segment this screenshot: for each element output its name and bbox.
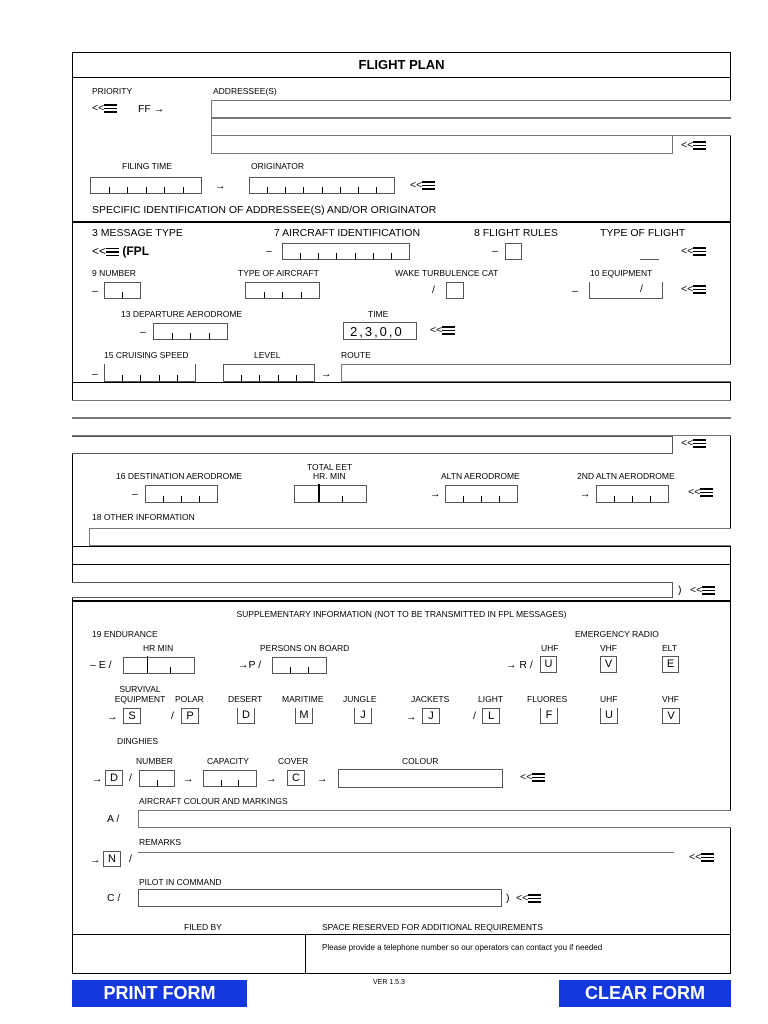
arrow: →	[90, 854, 101, 866]
close-paren: )	[678, 584, 682, 596]
equals-icon	[422, 179, 435, 192]
divider	[72, 600, 731, 602]
dash: –	[266, 245, 272, 257]
colour-label: COLOUR	[402, 756, 439, 766]
speed-label: 15 CRUISING SPEED	[104, 350, 189, 360]
maritime-cell[interactable]: M	[295, 708, 313, 724]
dash: –	[92, 368, 98, 380]
divider	[305, 934, 306, 974]
slash: /	[473, 710, 476, 722]
originator-label: ORIGINATOR	[251, 161, 305, 171]
fluores-cell[interactable]: F	[540, 708, 558, 724]
space-reserved-label: SPACE RESERVED FOR ADDITIONAL REQUIREMENTS	[322, 922, 543, 932]
hrmin-label: HR MIN	[143, 643, 174, 653]
slash: /	[640, 283, 643, 295]
arrow: →	[266, 773, 277, 785]
destination-input[interactable]	[145, 485, 218, 503]
light-cell[interactable]: L	[482, 708, 500, 724]
other-info-field-1[interactable]	[89, 528, 731, 546]
end-marker: <<	[688, 486, 713, 499]
equipment-input[interactable]	[589, 282, 663, 299]
dash: –	[492, 245, 498, 257]
equals-icon	[528, 892, 541, 905]
arrow: →	[107, 711, 118, 723]
dash: –	[140, 326, 146, 338]
equals-icon	[106, 246, 119, 259]
filing-time-label: FILING TIME	[122, 161, 172, 171]
persons-input[interactable]	[272, 657, 327, 674]
route-field-4[interactable]	[72, 436, 673, 454]
capacity-label: CAPACITY	[207, 756, 249, 766]
equals-icon	[693, 437, 706, 450]
number-label: 9 NUMBER	[92, 268, 136, 278]
level-input[interactable]	[223, 364, 315, 382]
close-paren: )	[506, 892, 510, 904]
altn-label: ALTN AERODROME	[441, 471, 520, 481]
divider	[72, 77, 731, 78]
emergency-label: EMERGENCY RADIO	[575, 629, 659, 639]
vhf2-cell[interactable]: V	[662, 708, 680, 724]
supp-title: SUPPLEMENTARY INFORMATION (NOT TO BE TRANSMITTED IN FPL MESSAGES)	[236, 609, 567, 619]
jackets-label: JACKETS	[411, 694, 450, 704]
altn2-label: 2ND ALTN AERODROME	[577, 471, 675, 481]
divider	[72, 382, 731, 383]
endurance-input[interactable]	[123, 657, 195, 674]
jackets-cell[interactable]: J	[422, 708, 440, 724]
number-input[interactable]	[104, 282, 141, 299]
wake-input[interactable]	[446, 282, 464, 299]
end-marker: <<	[516, 892, 541, 905]
equals-icon	[693, 283, 706, 296]
end-marker: <<	[689, 851, 714, 864]
altn-input[interactable]	[445, 485, 518, 503]
route-label: ROUTE	[341, 350, 371, 360]
equals-icon	[693, 139, 706, 152]
priority-label: PRIORITY	[92, 86, 133, 96]
c-prefix: C /	[107, 892, 121, 904]
arrow: →	[317, 773, 328, 785]
destination-label: 16 DESTINATION AERODROME	[116, 471, 242, 481]
remarks-input[interactable]	[138, 851, 674, 853]
vhf2-label: VHF	[662, 694, 679, 704]
priority-value: FF →	[138, 103, 165, 115]
other-info-label: 18 OTHER INFORMATION	[92, 512, 195, 522]
message-type-label: 3 MESSAGE TYPE	[92, 227, 183, 239]
jungle-label: JUNGLE	[343, 694, 377, 704]
dinghy-number-input[interactable]	[139, 770, 175, 787]
cover-cell[interactable]: C	[287, 770, 305, 786]
addressee-field-1[interactable]	[211, 100, 731, 118]
specific-id-label: SPECIFIC IDENTIFICATION OF ADDRESSEE(S) AND/OR ORIGINATOR	[92, 204, 437, 216]
equals-icon	[693, 245, 706, 258]
remarks-n-cell[interactable]: N	[103, 851, 121, 867]
arrow: →	[580, 488, 591, 500]
acm-label: AIRCRAFT COLOUR AND MARKINGS	[139, 796, 288, 806]
a-prefix: A /	[107, 813, 120, 825]
slash: /	[129, 772, 132, 784]
colour-input[interactable]	[338, 769, 503, 788]
addressee-field-3[interactable]	[211, 136, 673, 154]
survival-cell[interactable]: S	[123, 708, 141, 724]
uhf2-label: UHF	[600, 694, 618, 704]
divider	[72, 564, 731, 565]
slash: /	[171, 710, 174, 722]
arrow: →	[406, 711, 417, 723]
departure-label: 13 DEPARTURE AERODROME	[121, 309, 243, 319]
dinghies-label: DINGHIES	[117, 736, 159, 746]
equipment-label: 10 EQUIPMENT	[590, 268, 653, 278]
uhf-label: UHF	[541, 643, 559, 653]
slash: /	[432, 284, 435, 296]
capacity-input[interactable]	[203, 770, 257, 787]
equals-icon	[532, 771, 545, 784]
type-aircraft-input[interactable]	[245, 282, 320, 299]
type-aircraft-label: TYPE OF AIRCRAFT	[238, 268, 319, 278]
type-of-flight-label: TYPE OF FLIGHT	[600, 227, 686, 239]
print-form-button[interactable]: PRINT FORM	[72, 980, 247, 1007]
end-marker: <<	[681, 283, 706, 296]
end-marker: <<	[681, 139, 706, 152]
uhf-cell[interactable]: U	[540, 656, 557, 673]
altn2-input[interactable]	[596, 485, 669, 503]
elt-cell[interactable]: E	[662, 656, 679, 673]
level-label: LEVEL	[254, 350, 281, 360]
endurance-label: 19 ENDURANCE	[92, 629, 158, 639]
eet-label: TOTAL EET	[307, 462, 353, 472]
addressee-label: ADDRESSEE(S)	[213, 86, 277, 96]
pic-input[interactable]	[138, 889, 502, 907]
filed-by-input[interactable]	[72, 935, 305, 974]
polar-label: POLAR	[175, 694, 204, 704]
dash: –	[92, 285, 98, 297]
route-field-1[interactable]	[341, 364, 731, 382]
filed-by-label: FILED BY	[184, 922, 222, 932]
dinghies-cell[interactable]: D	[105, 770, 123, 786]
message-type: << (FPL	[92, 244, 150, 258]
other-info-field-2[interactable]	[72, 582, 673, 598]
end-marker: <<	[690, 584, 715, 597]
maritime-label: MARITIME	[282, 694, 324, 704]
divider	[72, 221, 731, 223]
equals-icon	[700, 486, 713, 499]
desert-cell[interactable]: D	[237, 708, 255, 724]
aircraft-id-input[interactable]	[282, 243, 410, 260]
version-label: VER 1.5.3	[373, 979, 405, 986]
polar-cell[interactable]: P	[181, 708, 199, 724]
fluores-label: FLUORES	[527, 694, 568, 704]
end-marker: <<	[681, 437, 706, 450]
speed-input[interactable]	[104, 364, 196, 382]
jungle-cell[interactable]: J	[354, 708, 372, 724]
priority-prefix: <<	[92, 102, 117, 115]
light-label: LIGHT	[478, 694, 504, 704]
time-label: TIME	[368, 309, 389, 319]
remarks-label: REMARKS	[139, 837, 182, 847]
arrow: →	[430, 488, 441, 500]
slash: /	[129, 853, 132, 865]
cover-label: COVER	[278, 756, 309, 766]
desert-label: DESERT	[228, 694, 263, 704]
dash: –	[572, 285, 578, 297]
elt-label: ELT	[662, 643, 677, 653]
dinghy-number-label: NUMBER	[136, 756, 173, 766]
equals-icon	[104, 102, 117, 115]
equals-icon	[442, 324, 455, 337]
e-prefix: – E /	[90, 659, 112, 671]
r-prefix: → R /	[506, 659, 533, 671]
vhf-cell[interactable]: V	[600, 656, 617, 673]
divider	[72, 546, 731, 547]
clear-form-button[interactable]: CLEAR FORM	[559, 980, 731, 1007]
route-field-2[interactable]	[72, 400, 731, 418]
arrow: →	[183, 773, 194, 785]
pic-label: PILOT IN COMMAND	[139, 877, 222, 887]
end-marker: <<	[681, 245, 706, 258]
aircraft-id-label: 7 AIRCRAFT IDENTIFICATION	[274, 227, 421, 239]
phone-note: Please provide a telephone number so our operators can contact you if needed	[322, 943, 603, 952]
flight-rules-label: 8 FLIGHT RULES	[474, 227, 558, 239]
p-prefix: →P /	[238, 659, 262, 671]
arrow: →	[321, 368, 332, 380]
end-marker: <<	[430, 324, 455, 337]
arrow: →	[215, 180, 226, 192]
arrow: →	[92, 773, 103, 785]
originator-input[interactable]	[249, 177, 395, 194]
type-of-flight-input[interactable]	[640, 243, 659, 260]
acm-input[interactable]	[138, 810, 731, 828]
time-input[interactable]: 2,3,0,0	[343, 322, 417, 340]
filing-time-input[interactable]	[90, 177, 202, 194]
end-marker: <<	[520, 771, 545, 784]
dash: –	[132, 488, 138, 500]
vhf-label: VHF	[600, 643, 617, 653]
route-field-3[interactable]	[72, 418, 731, 436]
addressee-field-2[interactable]	[211, 118, 731, 136]
eet-sub-label: HR. MIN	[313, 471, 346, 481]
equals-icon	[702, 584, 715, 597]
end-marker: <<	[410, 179, 435, 192]
equals-icon	[701, 851, 714, 864]
survival-label: SURVIVAL EQUIPMENT	[114, 684, 166, 704]
departure-input[interactable]	[153, 323, 228, 340]
persons-label: PERSONS ON BOARD	[260, 643, 350, 653]
flight-rules-input[interactable]	[505, 243, 522, 260]
eet-input[interactable]	[294, 485, 367, 503]
uhf2-cell[interactable]: U	[600, 708, 618, 724]
wake-label: WAKE TURBULENCE CAT	[395, 268, 499, 278]
page-title: FLIGHT PLAN	[358, 57, 445, 72]
